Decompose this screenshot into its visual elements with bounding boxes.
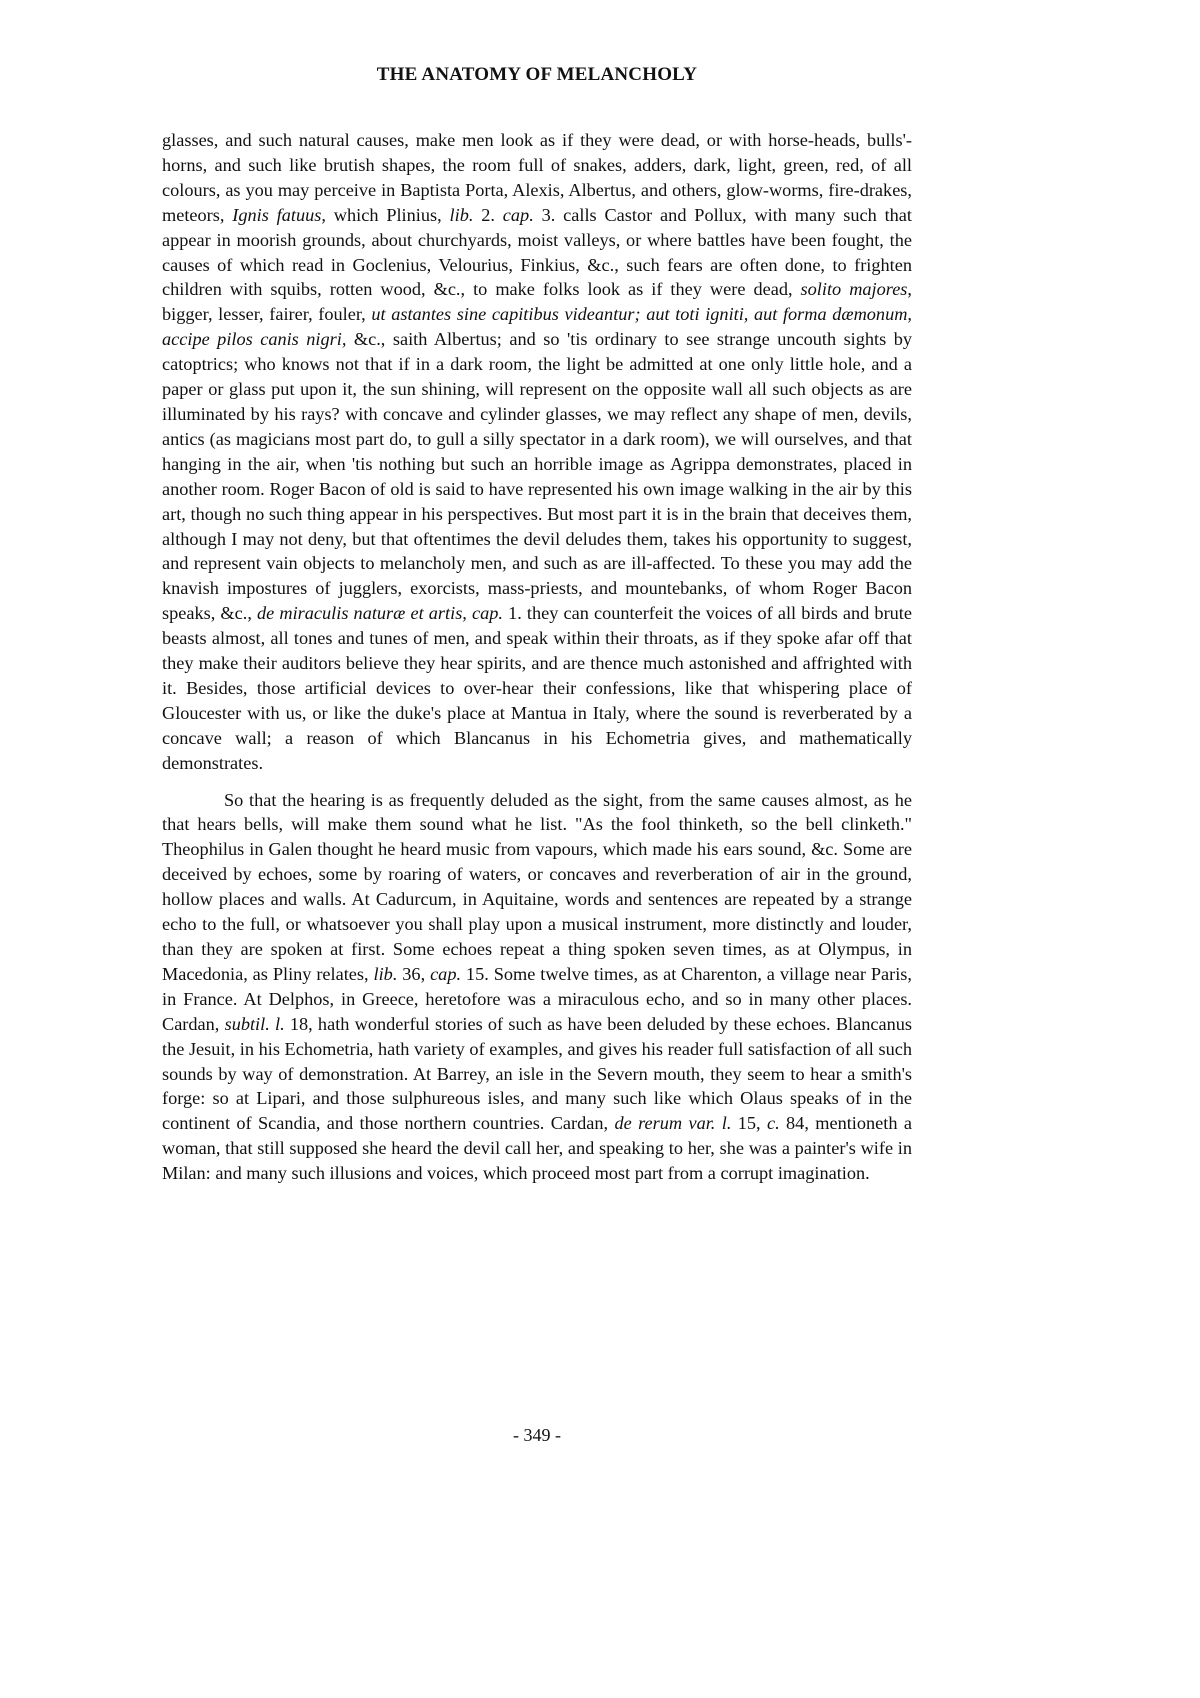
text-run: 15. Some twelve times, as at Charenton, a village near Paris, in France. At Delphos, in Greece, heretofore was a miraculous echo, and so in many other places. Cardan, <box>162 963 912 1034</box>
text-run: , bigger, lesser, fairer, fouler, <box>162 279 912 325</box>
italic-phrase: lib. <box>373 963 398 984</box>
text-run: 36, <box>397 963 431 984</box>
italic-phrase: solito majores <box>800 279 908 300</box>
text-run: So that the hearing is as frequently deluded as the sight, from the same causes almost, as he that hears bells, will make them sound what he list. "As the fool thinketh, so the bell clinketh." Theophilus in Galen thought he heard music from vapours, which made his ears sound, &c. Some are deceived by echoes, some by roaring of waters, or concaves and reverberation of air in the ground, hollow places and walls. At Cadurcum, in Aquitaine, words and sentences are repeated by a strange echo to the full, or whatsoever you shall play upon a musical instrument, more distinctly and louder, than they are spoken at first. Some echoes repeat a thing spoken seven times, as at Olympus, in Macedonia, as Pliny relates, <box>162 789 912 984</box>
text-run: 84, mentioneth a woman, that still supposed she heard the devil call her, and speaking to her, she was a painter's wife in Milan: and many such illusions and voices, which proceed most part from a corrupt imagination. <box>162 1113 912 1184</box>
italic-phrase: de rerum var. l. <box>614 1113 732 1134</box>
text-run: &c., saith Albertus; and so 'tis ordinary to see strange uncouth sights by catoptrics; who knows not that if in a dark room, the light be admitted at one only little hole, and a paper or glass put upon it, the sun shining, will represent on the opposite wall all such objects as are illuminated by his rays? with concave and cylinder glasses, we may reflect any shape of men, devils, antics (as magicians most part do, to gull a silly spectator in a dark room), we will ourselves, and that hanging in the air, when 'tis nothing but such an horrible image as Agrippa demonstrates, placed in another room. Roger Bacon of old is said to have represented his own image walking in the air by this art, though no such thing appear in his perspectives. But most part it is in the brain that deceives them, although I may not deny, but that oftentimes the devil deludes them, takes his opportunity to suggest, and represent vain objects to melancholy men, and such as are ill-affected. To these you may add the knavish impostures of jugglers, exorcists, mass-priests, and mountebanks, of whom Roger Bacon speaks, &c., <box>162 329 912 624</box>
italic-phrase: lib. <box>449 204 474 225</box>
text-run: glasses, and such natural causes, make men look as if they were dead, or with horse-heads, bulls'-horns, and such like brutish shapes, the room full of snakes, adders, dark, light, green, red, of all colours, as you may perceive in Baptista Porta, Alexis, Albertus, and others, glow-worms, fire-drakes, meteors, <box>162 130 912 225</box>
running-head-title: THE ANATOMY OF MELANCHOLY <box>376 64 698 85</box>
italic-phrase: subtil. l. <box>224 1013 285 1034</box>
italic-phrase: Ignis fatuus <box>232 204 322 225</box>
paragraph-2 <box>162 788 912 1187</box>
text-run: , which Plinius, <box>321 204 450 225</box>
page-number: - 349 - <box>513 1425 561 1445</box>
italic-phrase: cap. <box>430 963 462 984</box>
text-run: 18, hath wonderful stories of such as have been deluded by these echoes. Blancanus the Jesuit, in his Echometria, hath variety of examples, and gives his reader full satisfaction of all such sounds by way of demonstration. At Barrey, an isle in the Severn mouth, they seem to hear a smith's forge: so at Lipari, and those sulphureous isles, and many such like which Olaus speaks of in the continent of Scandia, and those northern countries. Cardan, <box>162 1013 912 1134</box>
text-run: 3. calls Castor and Pollux, with many such that appear in moorish grounds, about churchyards, moist valleys, or where battles have been fought, the causes of which read in Goclenius, Velourius, Finkius, &c., such fears are often done, to frighten children with squibs, rotten wood, &c., to make folks look as if they were dead, <box>162 204 912 300</box>
body-text <box>162 128 912 1186</box>
italic-phrase: cap. <box>502 204 534 225</box>
italic-phrase: de miraculis naturæ et artis, cap. <box>257 603 503 624</box>
text-run: 2. <box>473 204 503 225</box>
italic-phrase: c. <box>766 1113 780 1134</box>
text-run: 1. they can counterfeit the voices of all birds and brute beasts almost, all tones and tunes of men, and speak within their throats, as if they spoke afar off that they make their auditors believe they hear spirits, and are thence much astonished and affrighted with it. Besides, those artificial devices to over-hear their confessions, like that whispering place of Gloucester with us, or like the duke's place at Mantua in Italy, where the sound is reverberated by a concave wall; a reason of which Blancanus in his Echometria gives, and mathematically demonstrates. <box>162 603 912 773</box>
italic-phrase: ut astantes sine capitibus videantur; aut toti igniti, aut forma dæmonum, accipe pilos canis nigri, <box>162 304 912 350</box>
text-run: 15, <box>731 1113 767 1134</box>
paragraph-1 <box>162 128 912 776</box>
